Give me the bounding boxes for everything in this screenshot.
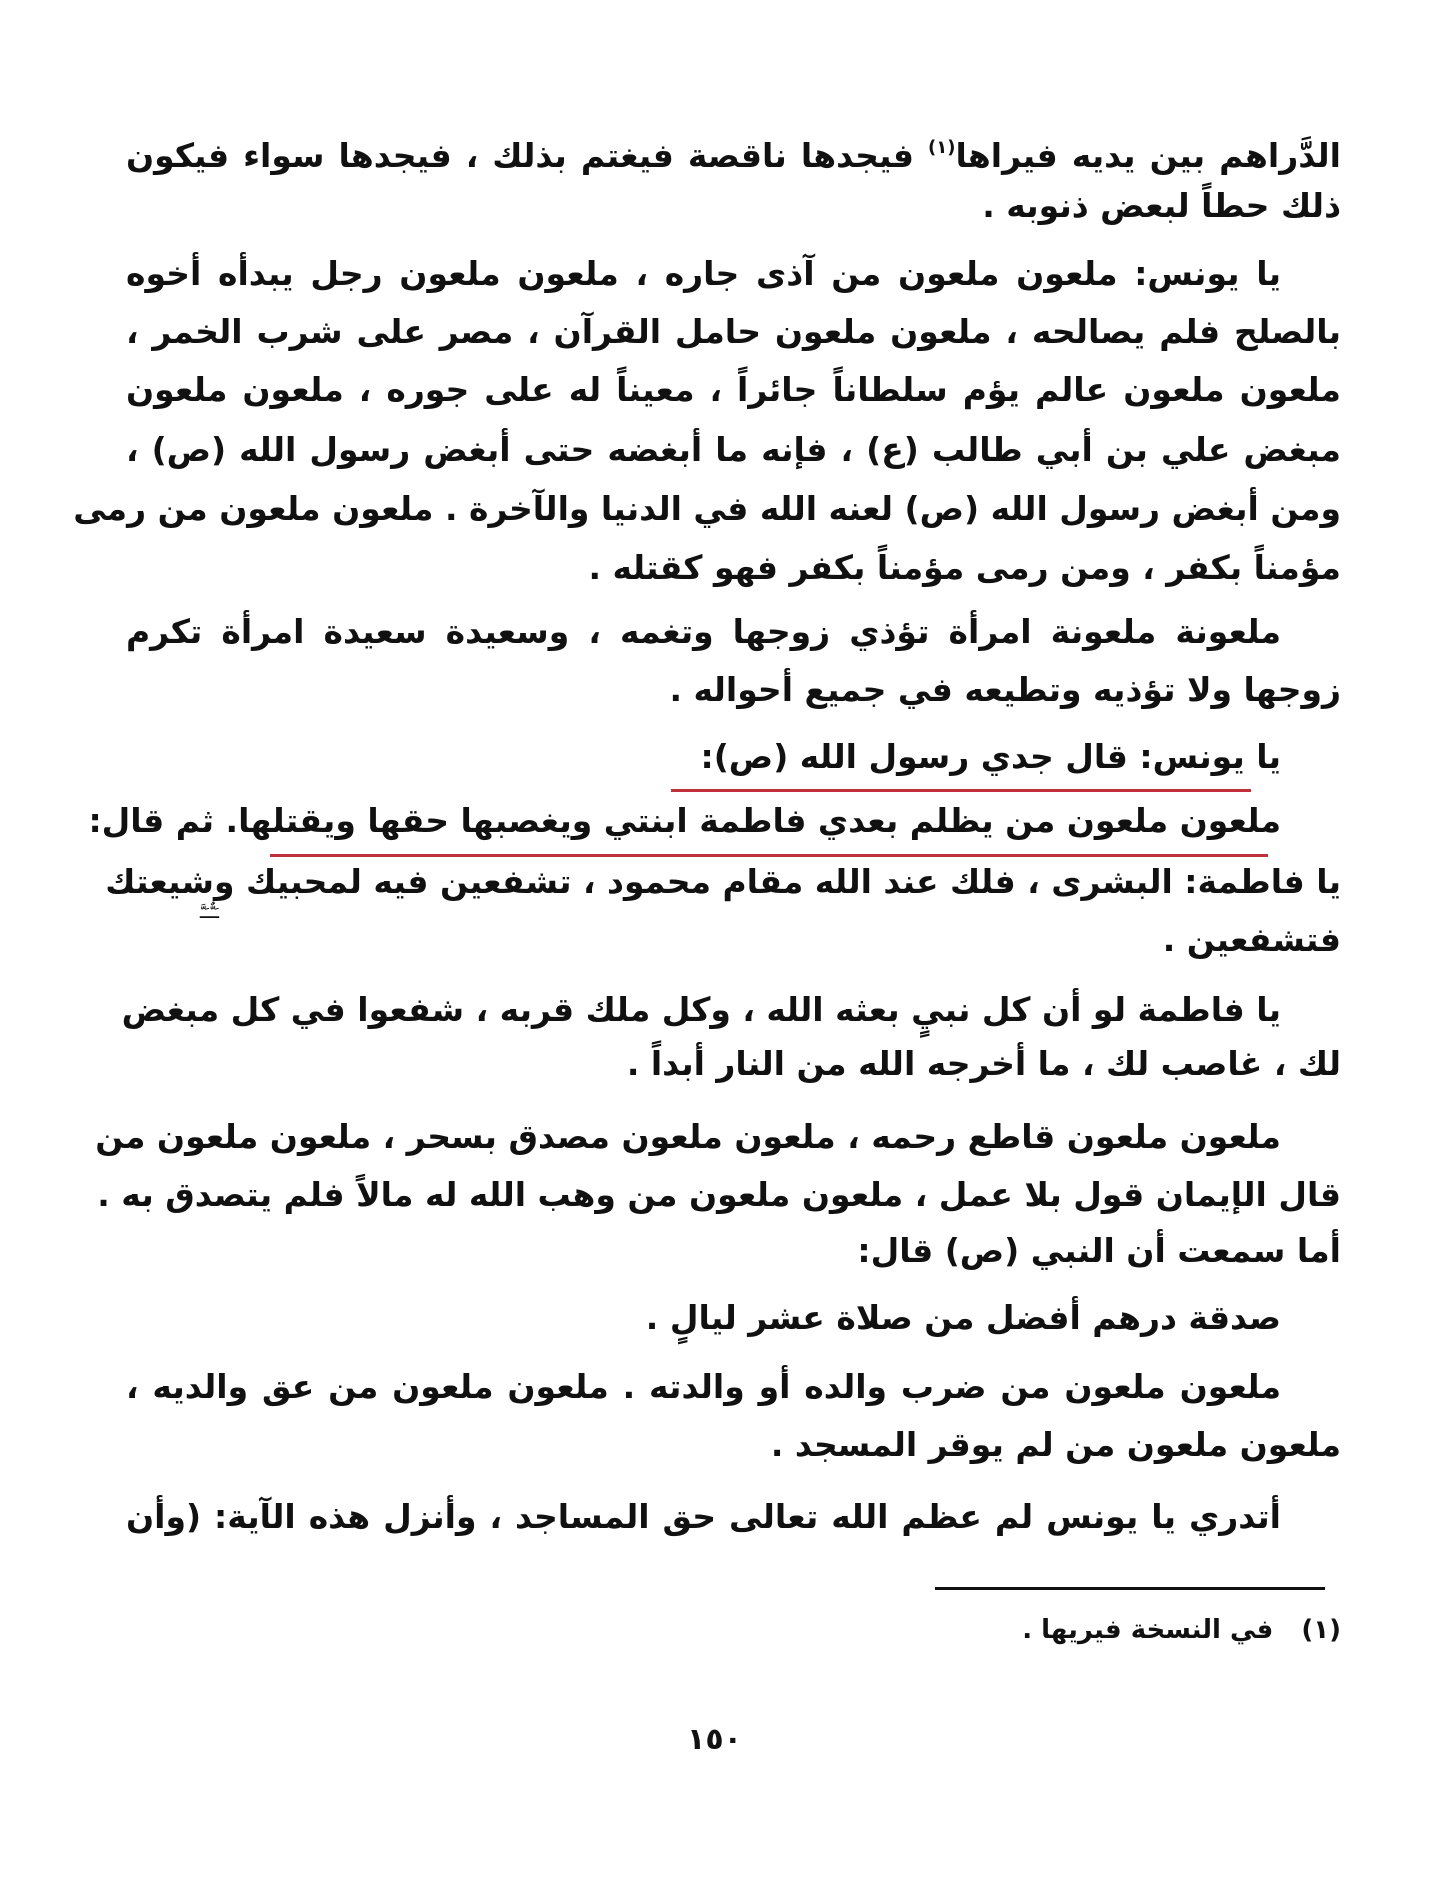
text-line: ملعون ملعون عالم يؤم سلطاناً جائراً ، معيناً له على جوره ، ملعون ملعون: [126, 370, 1341, 409]
text-line: [126, 128, 1341, 176]
text-line: يا فاطمة: البشرى ، فلك عند الله مقام محمود ، تشفعين فيه لمحبيك وشيعتك: [105, 862, 1341, 901]
line-text: الدَّراهم بين يديه فيراها: [955, 136, 1341, 175]
footnote-separator: [935, 1587, 1325, 1590]
line-text: فيجدها ناقصة فيغتم بذلك ، فيجدها سواء فيكون: [126, 136, 929, 175]
text-line: ومن أبغض رسول الله (ص) لعنه الله في الدنيا والآخرة . ملعون ملعون من رمى: [73, 489, 1341, 528]
text-line: فتشفعين .: [1162, 920, 1341, 959]
text-line: مؤمناً بكفر ، ومن رمى مؤمناً بكفر فهو كقتله .: [588, 548, 1341, 587]
text-line: ذلك حطاً لبعض ذنوبه .: [982, 186, 1341, 225]
text-line: أتدري يا يونس لم عظم الله تعالى حق المساجد ، وأنزل هذه الآية: (وأن: [126, 1497, 1281, 1536]
page-number: ١٥٠: [687, 1722, 742, 1757]
footnote-reference[interactable]: (١): [928, 137, 956, 158]
text-line: قال الإيمان قول بلا عمل ، ملعون ملعون من وهب الله له مالاً فلم يتصدق به .: [97, 1175, 1341, 1214]
text-line: بالصلح فلم يصالحه ، ملعون ملعون حامل القرآن ، مصر على شرب الخمر ،: [126, 312, 1341, 351]
line-text: . ثم قال:: [88, 801, 239, 840]
text-line: مبغض علي بن أبي طالب (ع) ، فإنه ما أبغضه حتى أبغض رسول الله (ص) ،: [126, 430, 1341, 469]
red-underline: [270, 854, 1268, 857]
highlighted-text: ملعون ملعون من يظلم بعدي فاطمة ابنتي ويغصبها حقها ويقتلها: [238, 801, 1281, 840]
text-line: صدقة درهم أفضل من صلاة عشر ليالٍ .: [645, 1298, 1281, 1337]
text-line: ملعون ملعون قاطع رحمه ، ملعون ملعون مصدق بسحر ، ملعون ملعون من: [95, 1117, 1281, 1156]
text-line: يا فاطمة لو أن كل نبيٍ بعثه الله ، وكل ملك قربه ، شفعوا في كل مبغض: [121, 990, 1281, 1029]
footnote: [1022, 1614, 1341, 1646]
text-line: ملعونة ملعونة امرأة تؤذي زوجها وتغمه ، وسعيدة سعيدة امرأة تكرم: [126, 612, 1281, 651]
diacritic-marks: ـَـٌّـَـَّ: [199, 906, 219, 922]
text-line: لك ، غاصب لك ، ما أخرجه الله من النار أبداً .: [626, 1044, 1341, 1083]
footnote-number: (١): [1301, 1615, 1341, 1645]
text-line: يا يونس: ملعون ملعون من آذى جاره ، ملعون ملعون رجل يبدأه أخوه: [126, 254, 1281, 293]
red-underline: [671, 789, 1251, 792]
text-line: زوجها ولا تؤذيه وتطيعه في جميع أحواله .: [669, 670, 1341, 709]
text-line: أما سمعت أن النبي (ص) قال:: [857, 1231, 1341, 1270]
text-line: ملعون ملعون من ضرب والده أو والدته . ملعون ملعون من عق والديه ،: [126, 1367, 1281, 1406]
highlighted-text-line: يا يونس: قال جدي رسول الله (ص):: [700, 737, 1281, 776]
text-line: [88, 801, 1341, 841]
footnote-text: في النسخة فيريها .: [1022, 1615, 1274, 1645]
text-line: ملعون ملعون من لم يوقر المسجد .: [770, 1425, 1341, 1464]
